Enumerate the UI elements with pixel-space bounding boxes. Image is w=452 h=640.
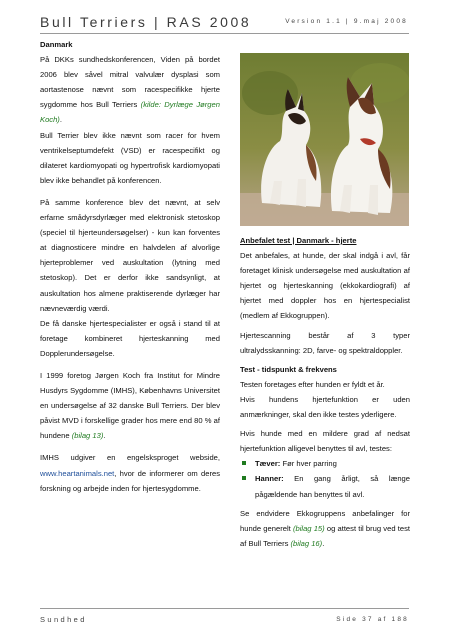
- left-column: [40, 37, 220, 496]
- section-heading-test-timing: Test - tidspunkt & frekvens: [240, 364, 337, 374]
- paragraph-2: Bull Terrier blev ikke nævnt som racer for hvem ventrikelseptumdefekt (VSD) er racespecifikt og dilateret kardiomyopati og hypertrofisk kardiomyopati blev ikke behandlet på konferencen.: [40, 130, 220, 185]
- appendix-reference[interactable]: (bilag 13): [71, 431, 104, 441]
- paragraph-no-further-testing: Hvis hundens hjertefunktion er uden anmærkninger, skal den ikke testes yderligere.: [240, 394, 410, 420]
- page-number: Side 37 af 188: [336, 616, 409, 623]
- document-title: Bull Terriers | RAS 2008: [40, 14, 252, 30]
- list-item: Hanner: En gang årligt, så længe pågældende han benyttes til avl.: [240, 471, 410, 501]
- bullet-square-icon: [242, 461, 246, 465]
- paragraph-5: I 1999 foretog Jørgen Koch fra Institut for Mindre Husdyrs Sygdomme (IMHS), Københavns Universitet en undersøgelse af 32 danske Bull Terriers. Der blev påvist MVD i forskellige grader hos mere end 80 % af hundene (bilag 13).: [40, 370, 220, 441]
- website-link[interactable]: www.heartanimals.net: [40, 468, 115, 478]
- right-column: [240, 233, 410, 551]
- paragraph-test-age: Testen foretages efter hunden er fyldt et år.: [240, 379, 385, 389]
- footer-divider: [40, 608, 409, 609]
- paragraph-recommendation: Det anbefales, at hunde, der skal indgå i avl, får foretaget klinisk undersøgelse med auskultation af hjertet og hjerteskanning (ekkokardiografi) af hjertet med doppler hos en hjertespecialist (medlem af Ekkogruppen).: [240, 251, 410, 321]
- list-item: Tæver: Før hver parring: [240, 456, 410, 471]
- paragraph-see-also: Se endvidere Ekkogruppens anbefalinger for hunde generelt (bilag 15) og attest til brug ved test af Bull Terriers (bilag 16).: [240, 508, 410, 548]
- testing-frequency-list: [240, 456, 410, 501]
- section-heading-anbefalet-test: Anbefalet test | Danmark - hjerte: [240, 236, 357, 245]
- paragraph-3: På samme konference blev det nævnt, at selv erfarne smådyrsdyrlæger med elektronisk stetoskop (speciel til hjerteundersøgelser) - kun kan forventes at diagnosticere mindre en halvdelen af alvorlige hjerteproblemer ved auskultation (lytning med stetoskop). Det er derfor ikke sandsynligt, at auskultation hos almene praktiserende dyrlæger har nævneværdig værdi.: [40, 197, 220, 313]
- appendix-reference[interactable]: (bilag 16): [290, 538, 323, 548]
- bull-terriers-photo: [240, 53, 409, 226]
- paragraph-1: På DKKs sundhedskonferencen, Viden på bordet 2006 blev såvel mitral valvulær dysplasi som aortastenose nævnt som racespecifikke hjerte sygdomme hos Bull Terriers (kilde: Dyrlæge Jørgen Koch).: [40, 55, 220, 125]
- bullet-square-icon: [242, 476, 246, 480]
- source-reference: (kilde: Dyrlæge Jørgen Koch): [40, 100, 220, 125]
- header-divider: [40, 33, 409, 34]
- version-info: Version 1.1 | 9.maj 2008: [285, 18, 408, 25]
- page-header: [40, 14, 408, 32]
- section-heading-danmark: Danmark: [40, 40, 73, 49]
- paragraph-breeding-condition: Hvis hunde med en mildere grad af nedsat hjertefunktion alligevel benyttes til avl, testes:: [240, 429, 410, 454]
- paragraph-6: IMHS udgiver en engelsksproget webside, www.heartanimals.net, hvor de informerer om deres forskning og arbejde inden for hjertesygdomme.: [40, 453, 220, 493]
- paragraph-scanning-types: Hjertescanning består af 3 typer ultralydsskanning: 2D, farve- og spektraldoppler.: [240, 330, 410, 355]
- paragraph-4: De få danske hjertespecialister er også i stand til at foretage kombineret hjerteskanning med Dopplerundersøgelse.: [40, 318, 220, 358]
- footer-section-name: Sundhed: [40, 615, 87, 624]
- appendix-reference[interactable]: (bilag 15): [292, 523, 325, 533]
